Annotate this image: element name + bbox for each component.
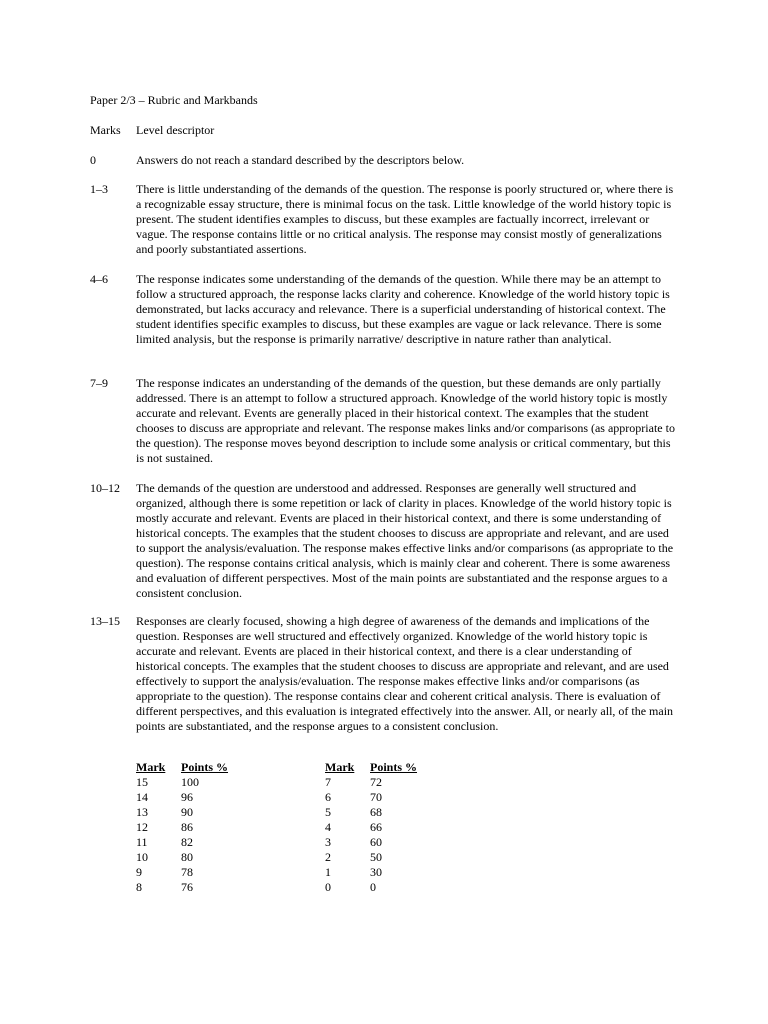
table-row bbox=[136, 790, 241, 805]
mark-cell: 14 bbox=[136, 790, 148, 804]
mark-cell: 15 bbox=[136, 775, 148, 789]
level-marks: 7–9 bbox=[90, 376, 108, 390]
page-title: Paper 2/3 – Rubric and Markbands bbox=[90, 93, 258, 107]
level-descriptor: The demands of the question are understood and addressed. Responses are generally well structured and organized, although there is some repetition or lack of clarity in places. Knowledge of the world history topic is mostly accurate and relevant. Events are placed in their historical context, and there is some understanding of historical concepts. The examples that the student chooses to discuss are appropriate and relevant, and are used to support the analysis/evaluation. The response makes effective links and/or comparisons (as appropriate to the question). The response contains critical analysis, which is mainly clear and coherent. There is some awareness and evaluation of different perspectives. Most of the main points are substantiated and the response argues to a consistent conclusion. bbox=[136, 481, 674, 600]
table-row bbox=[136, 775, 241, 790]
table-row bbox=[136, 835, 241, 850]
conversion-table-left bbox=[136, 760, 241, 895]
level-descriptor: Responses are clearly focused, showing a high degree of awareness of the demands and implications of the question. Responses are well structured and effectively organized. Knowledge of the world history topic is accurate and relevant. Events are placed in their historical context, and there is a clear understanding of historical concepts. The examples that the student chooses to discuss are appropriate and relevant, and are used effectively to support the analysis/evaluation. The response makes effective links and/or comparisons (as appropriate to the question). The response contains clear and coherent critical analysis. There is evaluation of different perspectives, and this evaluation is integrated effectively into the answer. All, or nearly all, of the main points are substantiated, and the response argues to a consistent conclusion. bbox=[136, 614, 674, 733]
table-header bbox=[325, 760, 430, 775]
points-cell: 76 bbox=[181, 880, 193, 894]
level-descriptor: Answers do not reach a standard described by the descriptors below. bbox=[136, 153, 465, 167]
level-descriptor: The response indicates some understanding of the demands of the question. While there may be an attempt to follow a structured approach, the response lacks clarity and coherence. Knowledge of the world history topic is demonstrated, but lacks accuracy and relevance. There is a superficial understanding of historical context. The student identifies specific examples to discuss, but these examples are vague or lack relevance. There is some limited analysis, but the response is primarily narrative/ descriptive in nature rather than analytical. bbox=[136, 272, 670, 346]
table-row bbox=[325, 865, 430, 880]
mark-cell: 11 bbox=[136, 835, 148, 849]
table-header bbox=[136, 760, 241, 775]
points-cell: 80 bbox=[181, 850, 193, 864]
mark-cell: 12 bbox=[136, 820, 148, 834]
mark-cell: 7 bbox=[325, 775, 331, 789]
mark-cell: 10 bbox=[136, 850, 148, 864]
mark-header: Mark bbox=[325, 760, 355, 774]
mark-cell: 13 bbox=[136, 805, 148, 819]
level-marks: 10–12 bbox=[90, 481, 120, 495]
table-row bbox=[136, 865, 241, 880]
points-cell: 96 bbox=[181, 790, 193, 804]
mark-cell: 9 bbox=[136, 865, 142, 879]
level-marks: 13–15 bbox=[90, 614, 120, 628]
table-row bbox=[325, 850, 430, 865]
points-cell: 0 bbox=[370, 880, 376, 894]
points-cell: 68 bbox=[370, 805, 382, 819]
mark-cell: 0 bbox=[325, 880, 331, 894]
conversion-table-right bbox=[325, 760, 430, 895]
points-cell: 72 bbox=[370, 775, 382, 789]
table-row bbox=[136, 805, 241, 820]
points-cell: 82 bbox=[181, 835, 193, 849]
level-marks: 0 bbox=[90, 153, 96, 167]
table-row bbox=[325, 835, 430, 850]
points-cell: 100 bbox=[181, 775, 199, 789]
points-header: Points % bbox=[181, 760, 229, 774]
mark-cell: 2 bbox=[325, 850, 331, 864]
descriptor-column-header: Level descriptor bbox=[136, 123, 215, 137]
level-descriptor: There is little understanding of the demands of the question. The response is poorly structured or, where there is a recognizable essay structure, there is minimal focus on the task. Little knowledge of the world history topic is present. The student identifies examples to discuss, but these examples are factually incorrect, irrelevant or vague. The response contains little or no critical analysis. The response may consist mostly of generalizations and poorly substantiated assertions. bbox=[136, 182, 674, 256]
table-row bbox=[325, 880, 430, 895]
points-cell: 86 bbox=[181, 820, 193, 834]
points-cell: 66 bbox=[370, 820, 382, 834]
level-marks: 1–3 bbox=[90, 182, 108, 196]
mark-cell: 4 bbox=[325, 820, 331, 834]
points-cell: 78 bbox=[181, 865, 193, 879]
table-row bbox=[325, 775, 430, 790]
mark-header: Mark bbox=[136, 760, 166, 774]
points-header: Points % bbox=[370, 760, 418, 774]
mark-cell: 1 bbox=[325, 865, 331, 879]
table-row bbox=[136, 850, 241, 865]
points-cell: 60 bbox=[370, 835, 382, 849]
points-cell: 70 bbox=[370, 790, 382, 804]
table-row bbox=[136, 880, 241, 895]
mark-cell: 6 bbox=[325, 790, 331, 804]
mark-cell: 8 bbox=[136, 880, 142, 894]
table-row bbox=[325, 820, 430, 835]
points-cell: 30 bbox=[370, 865, 382, 879]
mark-cell: 5 bbox=[325, 805, 331, 819]
level-descriptor: The response indicates an understanding of the demands of the question, but these demands are only partially addressed. There is an attempt to follow a structured approach. Knowledge of the world history topic is mostly accurate and relevant. Events are generally placed in their historical context. The examples that the student chooses to discuss are appropriate and relevant. The response makes links and/or comparisons (as appropriate to the question). The response moves beyond description to include some analysis or critical commentary, but this is not sustained. bbox=[136, 376, 675, 465]
level-marks: 4–6 bbox=[90, 272, 108, 286]
table-row bbox=[325, 805, 430, 820]
table-row bbox=[136, 820, 241, 835]
points-cell: 90 bbox=[181, 805, 193, 819]
points-cell: 50 bbox=[370, 850, 382, 864]
mark-cell: 3 bbox=[325, 835, 331, 849]
table-row bbox=[325, 790, 430, 805]
marks-column-header: Marks bbox=[90, 123, 121, 137]
